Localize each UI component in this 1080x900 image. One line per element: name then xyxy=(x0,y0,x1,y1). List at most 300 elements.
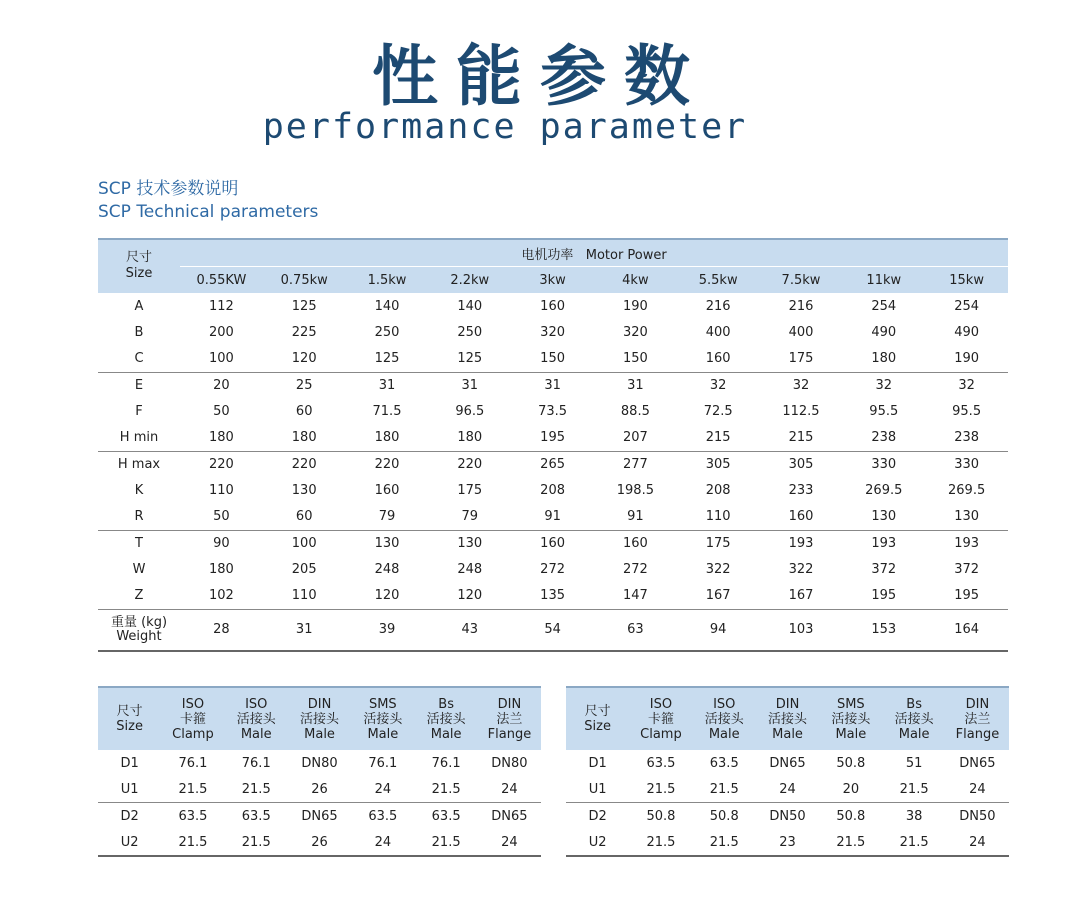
header-line: SMS xyxy=(368,696,397,712)
weight-label xyxy=(98,609,180,651)
power-header-2: 1.5kw xyxy=(346,267,429,294)
technical-parameters-table xyxy=(98,238,1008,652)
table-cell: 63.5 xyxy=(646,755,676,771)
table-cell: DN50 xyxy=(959,808,996,824)
power-header-6: 5.5kw xyxy=(677,267,760,294)
table-cell: 32 xyxy=(958,378,975,393)
table-row xyxy=(98,293,1008,320)
table-cell: 193 xyxy=(954,536,980,551)
table-cell: 208 xyxy=(540,483,565,498)
connection-header-0 xyxy=(98,687,161,750)
connection-header-5 xyxy=(414,687,477,750)
table-cell: 160 xyxy=(374,483,400,498)
table-cell: 21.5 xyxy=(899,834,929,850)
power-header-5: 4kw xyxy=(594,267,677,294)
table-cell: 91 xyxy=(511,504,594,531)
table-cell: 120 xyxy=(346,583,429,610)
header-line: Size xyxy=(584,719,611,734)
table-cell: 160 xyxy=(540,536,565,551)
table-cell: 130 xyxy=(925,504,1008,531)
table-cell: 205 xyxy=(291,562,317,577)
connection-header-row xyxy=(566,687,1009,750)
header-line: 活接头 xyxy=(236,711,276,727)
table-cell: 31 xyxy=(544,378,561,393)
table-cell: 43 xyxy=(461,622,479,637)
row-label: C xyxy=(98,346,180,373)
connection-header-2 xyxy=(225,687,288,750)
table-cell: 38 xyxy=(905,808,923,824)
table-cell: 79 xyxy=(346,504,429,531)
header-line: ISO xyxy=(181,696,205,712)
row-label: U2 xyxy=(120,834,139,850)
power-header-1: 0.75kw xyxy=(263,267,346,294)
connection-header-1 xyxy=(629,687,692,750)
table-cell: 39 xyxy=(378,622,396,637)
table-cell: 32 xyxy=(709,378,727,393)
row-label: K xyxy=(134,483,144,498)
connection-header-1 xyxy=(161,687,224,750)
table-cell: 265 xyxy=(540,457,565,472)
table-cell: 180 xyxy=(180,425,263,452)
table-cell: 125 xyxy=(346,346,429,373)
table-cell: 140 xyxy=(457,298,483,314)
table-cell: 21.5 xyxy=(646,834,676,850)
table-cell: 277 xyxy=(622,457,648,472)
table-cell: 180 xyxy=(263,425,346,452)
connection-header-6 xyxy=(946,687,1009,750)
table-cell: 372 xyxy=(871,562,897,577)
table-cell: 20 xyxy=(213,378,230,393)
header-line: Male xyxy=(898,726,930,742)
table-cell: 225 xyxy=(291,325,317,340)
table-cell: 180 xyxy=(208,562,234,577)
table-cell: 50.8 xyxy=(709,808,739,824)
table-cell: 63.5 xyxy=(178,808,208,824)
table-cell: 72.5 xyxy=(703,404,733,419)
header-line: SMS xyxy=(836,696,865,712)
table-cell: 180 xyxy=(428,425,511,452)
table-cell: 26 xyxy=(288,776,351,803)
table-cell: 60 xyxy=(295,404,313,419)
table-cell: 50.8 xyxy=(836,808,866,824)
table-cell: 198.5 xyxy=(616,483,654,498)
table-row xyxy=(98,425,1008,452)
table-cell: 24 xyxy=(351,776,414,803)
table-cell: 21.5 xyxy=(431,834,461,850)
table-cell: 140 xyxy=(374,298,400,314)
table-cell: 76.1 xyxy=(431,755,461,771)
table-cell: 63.5 xyxy=(709,755,739,771)
row-label: R xyxy=(98,504,180,531)
table-cell: 269.5 xyxy=(948,483,986,498)
table-cell: DN50 xyxy=(769,808,806,824)
table-cell: 110 xyxy=(208,483,234,498)
table-cell: 272 xyxy=(540,562,565,577)
table-row xyxy=(98,320,1008,346)
table-cell: 91 xyxy=(594,504,677,531)
size-label-cn: 尺寸 xyxy=(125,250,152,266)
motor-power-label: 电机功率 Motor Power xyxy=(521,247,667,263)
table-cell: 164 xyxy=(954,622,980,637)
table-cell: 305 xyxy=(788,457,814,472)
row-label: D1 xyxy=(120,755,139,771)
connection-header-3 xyxy=(288,687,351,750)
connection-header-row xyxy=(98,687,541,750)
table-row xyxy=(98,372,1008,399)
table-cell: 238 xyxy=(925,425,1008,452)
header-line: 法兰 xyxy=(496,711,523,727)
header-line: Bs xyxy=(906,696,922,712)
table-cell: 120 xyxy=(428,583,511,610)
table-cell: 103 xyxy=(788,622,814,637)
table-cell: 269.5 xyxy=(865,483,903,498)
header-line: 尺寸 xyxy=(116,704,143,719)
header-line: 法兰 xyxy=(964,711,991,727)
table-cell: 216 xyxy=(705,298,731,314)
table-cell: DN65 xyxy=(769,755,806,771)
table-row xyxy=(98,504,1008,531)
size-label-en: Size xyxy=(125,266,153,282)
header-line: DIN xyxy=(775,696,800,712)
header-line: Clamp xyxy=(172,726,214,742)
table-cell: 100 xyxy=(291,536,317,551)
table-cell: 400 xyxy=(705,325,731,340)
table-cell: 160 xyxy=(540,298,565,314)
power-header-8: 11kw xyxy=(842,267,925,294)
table-cell: 160 xyxy=(622,536,648,551)
table-cell: 90 xyxy=(213,536,230,551)
row-label: F xyxy=(135,404,143,419)
row-label: D1 xyxy=(588,755,607,771)
table-cell: 322 xyxy=(705,562,731,577)
table-cell: 220 xyxy=(457,457,483,472)
row-label: T xyxy=(135,536,143,551)
table-row xyxy=(566,776,1009,803)
table-cell: 25 xyxy=(295,378,313,393)
header-line: 卡箍 xyxy=(647,711,674,727)
table-cell: 320 xyxy=(622,325,648,340)
row-label: U2 xyxy=(588,834,607,850)
table-cell: 248 xyxy=(457,562,483,577)
table-cell: 207 xyxy=(594,425,677,452)
table-cell: 238 xyxy=(842,425,925,452)
table-cell: 190 xyxy=(925,346,1008,373)
table-cell: 216 xyxy=(788,298,814,314)
header-line: Male xyxy=(240,726,272,742)
page-title-english: performance parameter xyxy=(262,107,748,147)
table-cell: 125 xyxy=(291,298,317,314)
table-cell: 130 xyxy=(457,536,483,551)
header-line: 活接头 xyxy=(704,711,744,727)
table-cell: 60 xyxy=(263,504,346,531)
table-cell: 79 xyxy=(428,504,511,531)
header-line: 活接头 xyxy=(300,711,340,727)
table-row xyxy=(98,776,541,803)
row-label: B xyxy=(134,325,144,340)
connection-header-0 xyxy=(566,687,629,750)
header-line: 活接头 xyxy=(426,711,466,727)
table-cell: 175 xyxy=(705,536,731,551)
table-cell: 23 xyxy=(779,834,796,850)
table-cell: 120 xyxy=(263,346,346,373)
table-cell: 195 xyxy=(511,425,594,452)
table-cell: 102 xyxy=(180,583,263,610)
table-row xyxy=(98,583,1008,610)
table-cell: 195 xyxy=(925,583,1008,610)
table-row xyxy=(566,829,1009,856)
table-row xyxy=(98,750,541,776)
table-cell: 208 xyxy=(705,483,731,498)
table-cell: 110 xyxy=(263,583,346,610)
table-cell: 21.5 xyxy=(709,834,739,850)
size-header-cell xyxy=(98,239,180,293)
row-label: Z xyxy=(98,583,180,610)
connection-header-4 xyxy=(819,687,882,750)
weight-label-cn: 重量 (kg) xyxy=(110,614,168,630)
table-cell: 63.5 xyxy=(368,808,398,824)
table-cell: 233 xyxy=(788,483,814,498)
table-cell: 31 xyxy=(627,378,644,393)
table-cell: 20 xyxy=(819,776,882,803)
row-label: U1 xyxy=(98,776,161,803)
table-cell: 130 xyxy=(842,504,925,531)
table-cell: 88.5 xyxy=(620,404,650,419)
header-line: Flange xyxy=(955,726,1000,742)
table-cell: 95.5 xyxy=(869,404,899,419)
header-line: Male xyxy=(304,726,335,742)
row-label: E xyxy=(134,378,144,393)
header-line: DIN xyxy=(307,696,332,712)
header-line: Size xyxy=(116,719,143,734)
table-cell: 254 xyxy=(954,298,980,314)
power-header-3: 2.2kw xyxy=(428,267,511,294)
table-cell: 110 xyxy=(677,504,760,531)
table-cell: 125 xyxy=(428,346,511,373)
table-cell: 21.5 xyxy=(882,776,945,803)
header-line: Male xyxy=(708,726,740,742)
table-cell: 135 xyxy=(511,583,594,610)
connection-header-4 xyxy=(351,687,414,750)
table-cell: 50.8 xyxy=(646,808,676,824)
row-label: D2 xyxy=(120,808,139,824)
header-line: Male xyxy=(772,726,803,742)
table-cell: 24 xyxy=(946,776,1009,803)
connection-header-6 xyxy=(478,687,541,750)
table-cell: 73.5 xyxy=(538,404,568,419)
header-line: ISO xyxy=(649,696,673,712)
table-cell: 24 xyxy=(756,776,819,803)
table-cell: 147 xyxy=(594,583,677,610)
power-header-4: 3kw xyxy=(511,267,594,294)
header-line: 活接头 xyxy=(894,711,934,727)
table-cell: 21.5 xyxy=(836,834,866,850)
table-cell: DN65 xyxy=(301,808,338,824)
table-cell: 54 xyxy=(544,622,561,637)
table-row xyxy=(566,803,1009,830)
table-cell: 50 xyxy=(180,504,263,531)
power-header-9: 15kw xyxy=(925,267,1008,294)
table-cell: 32 xyxy=(875,378,893,393)
table-cell: 100 xyxy=(180,346,263,373)
table-cell: 153 xyxy=(871,622,897,637)
table-cell: 21.5 xyxy=(178,834,208,850)
table-row xyxy=(98,478,1008,504)
technical-parameters-body xyxy=(98,293,1008,651)
table-cell: 24 xyxy=(374,834,392,850)
table-cell: 167 xyxy=(677,583,760,610)
table-cell: 76.1 xyxy=(368,755,398,771)
table-row xyxy=(98,557,1008,583)
table-cell: 24 xyxy=(501,834,518,850)
table-cell: 63 xyxy=(627,622,644,637)
table-row xyxy=(98,346,1008,373)
header-line: Male xyxy=(367,726,399,742)
table-cell: 250 xyxy=(457,325,483,340)
table-cell: 150 xyxy=(594,346,677,373)
table-cell: 96.5 xyxy=(455,404,485,419)
table-cell: 175 xyxy=(457,483,483,498)
table-cell: 95.5 xyxy=(952,404,982,419)
table-cell: 180 xyxy=(842,346,925,373)
table-cell: DN80 xyxy=(491,755,528,771)
table-cell: 76.1 xyxy=(178,755,208,771)
table-cell: 21.5 xyxy=(414,776,477,803)
table-row xyxy=(98,451,1008,478)
header-line: DIN xyxy=(497,696,522,712)
table-cell: 200 xyxy=(208,325,234,340)
row-label: A xyxy=(134,299,144,314)
table-cell: 130 xyxy=(291,483,317,498)
table-cell: DN80 xyxy=(301,755,338,771)
motor-power-header-row xyxy=(98,239,1008,267)
table-cell: 195 xyxy=(842,583,925,610)
connection-header-2 xyxy=(693,687,756,750)
row-label: D2 xyxy=(588,808,607,824)
table-row xyxy=(98,399,1008,425)
table-cell: 130 xyxy=(374,536,400,551)
table-cell: 330 xyxy=(954,457,980,472)
table-cell: 220 xyxy=(208,457,234,472)
table-cell: 167 xyxy=(760,583,843,610)
table-row xyxy=(98,803,541,830)
header-line: 卡箍 xyxy=(179,711,206,727)
table-cell: 190 xyxy=(622,298,648,314)
weight-row xyxy=(98,609,1008,651)
section-subtitle-english: SCP Technical parameters xyxy=(98,202,319,222)
table-cell: 76.1 xyxy=(241,755,271,771)
table-cell: 50 xyxy=(213,404,230,419)
table-cell: 21.5 xyxy=(161,776,224,803)
table-row xyxy=(98,829,541,856)
table-cell: 71.5 xyxy=(372,404,402,419)
table-cell: 215 xyxy=(677,425,760,452)
table-cell: 248 xyxy=(374,562,400,577)
table-cell: 180 xyxy=(346,425,429,452)
power-header-0: 0.55KW xyxy=(180,267,263,294)
table-cell: 32 xyxy=(792,378,810,393)
table-cell: 112 xyxy=(208,298,234,314)
table-cell: 24 xyxy=(478,776,541,803)
table-cell: 28 xyxy=(213,622,230,637)
header-line: 活接头 xyxy=(363,711,403,727)
table-cell: 490 xyxy=(954,325,980,340)
table-cell: 250 xyxy=(374,325,400,340)
header-line: Clamp xyxy=(640,726,682,742)
header-line: Bs xyxy=(438,696,454,712)
table-cell: 63.5 xyxy=(241,808,271,824)
table-cell: 254 xyxy=(871,298,897,314)
table-cell: 26 xyxy=(311,834,328,850)
table-cell: 330 xyxy=(871,457,897,472)
table-row xyxy=(98,530,1008,557)
table-cell: 31 xyxy=(295,622,313,637)
table-cell: 372 xyxy=(954,562,980,577)
table-cell: 220 xyxy=(374,457,400,472)
header-line: Male xyxy=(835,726,867,742)
header-line: DIN xyxy=(965,696,990,712)
header-line: 活接头 xyxy=(768,711,808,727)
table-cell: 220 xyxy=(291,457,317,472)
table-cell: 322 xyxy=(788,562,814,577)
row-label: U1 xyxy=(566,776,629,803)
connection-header-3 xyxy=(756,687,819,750)
table-cell: 193 xyxy=(788,536,814,551)
table-cell: DN65 xyxy=(491,808,528,824)
table-cell: 193 xyxy=(871,536,897,551)
table-cell: 63.5 xyxy=(431,808,461,824)
table-cell: 490 xyxy=(871,325,897,340)
table-cell: 320 xyxy=(540,325,565,340)
row-label: W xyxy=(132,562,146,577)
table-cell: 160 xyxy=(760,504,843,531)
header-line: 活接头 xyxy=(831,711,871,727)
connection-table-left xyxy=(98,686,541,857)
table-cell: 94 xyxy=(709,622,727,637)
header-line: Male xyxy=(430,726,462,742)
row-label: H max xyxy=(117,457,161,472)
table-cell: 24 xyxy=(969,834,986,850)
table-cell: 21.5 xyxy=(629,776,692,803)
connection-table-body xyxy=(98,750,541,856)
header-line: 尺寸 xyxy=(584,704,611,719)
table-row xyxy=(566,750,1009,776)
table-cell: 400 xyxy=(788,325,814,340)
weight-label-en: Weight xyxy=(116,628,162,644)
row-label: H min xyxy=(98,425,180,452)
table-cell: DN65 xyxy=(959,755,996,771)
header-line: ISO xyxy=(713,696,736,712)
section-subtitle-chinese: SCP 技术参数说明 xyxy=(98,179,239,199)
power-header-row xyxy=(98,267,1008,294)
table-cell: 272 xyxy=(622,562,648,577)
table-cell: 112.5 xyxy=(782,404,820,419)
table-cell: 150 xyxy=(511,346,594,373)
table-cell: 21.5 xyxy=(693,776,756,803)
table-cell: 31 xyxy=(378,378,396,393)
header-line: Flange xyxy=(487,726,532,742)
table-cell: 51 xyxy=(905,755,923,771)
table-cell: 305 xyxy=(705,457,731,472)
header-line: ISO xyxy=(245,696,268,712)
connection-table-body xyxy=(566,750,1009,856)
table-cell: 175 xyxy=(760,346,843,373)
table-cell: 31 xyxy=(461,378,479,393)
connection-header-5 xyxy=(882,687,945,750)
table-cell: 160 xyxy=(677,346,760,373)
table-cell: 50.8 xyxy=(836,755,866,771)
table-cell: 21.5 xyxy=(241,834,271,850)
page-title-chinese: 性能参数 xyxy=(372,37,708,115)
